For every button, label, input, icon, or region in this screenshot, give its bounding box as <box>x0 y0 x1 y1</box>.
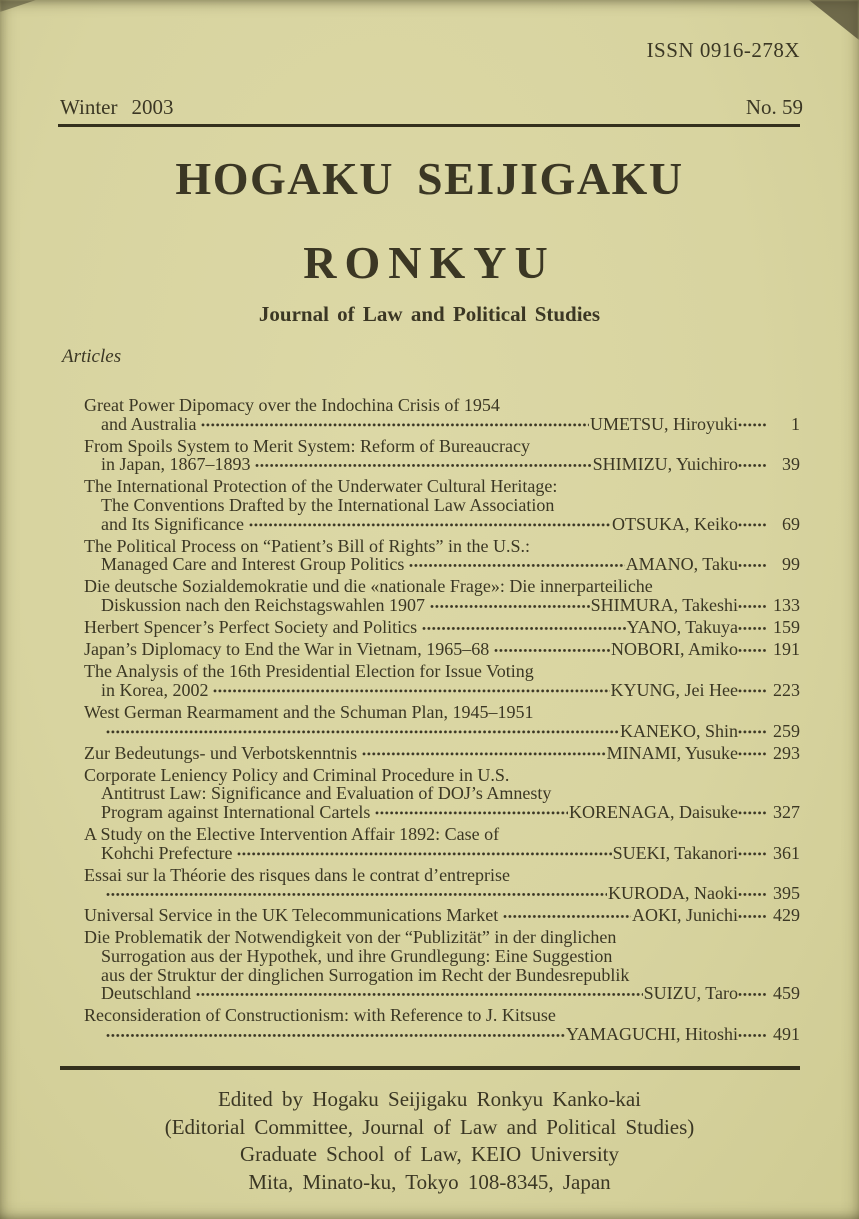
article-author: KANEKO, Shin <box>619 720 738 741</box>
dot-leader <box>106 1025 565 1044</box>
article-title-line: West German Rearmament and the Schuman Plan, 1945–1951 <box>84 701 534 722</box>
article-leader-row <box>84 681 800 700</box>
article-author: NOBORI, Amiko <box>610 639 738 660</box>
dot-gap <box>738 455 766 474</box>
footer-rule <box>60 1066 800 1070</box>
dot-leader <box>375 803 568 822</box>
dot-gap <box>738 596 766 615</box>
article-title-line: The Conventions Drafted by the International Law Association <box>101 494 555 515</box>
article-title-line: The International Protection of the Underwater Cultural Heritage: <box>84 476 558 497</box>
header-rule <box>58 124 800 127</box>
article-entry <box>84 437 800 474</box>
dot-leader <box>196 984 643 1003</box>
article-entry <box>84 577 800 614</box>
article-title-line: Corporate Leniency Policy and Criminal Procedure in U.S. <box>84 764 510 785</box>
dot-leader <box>201 415 589 434</box>
article-page-number: 159 <box>773 617 800 638</box>
article-entry <box>84 703 800 740</box>
article-author: KYUNG, Jei Hee <box>610 679 738 700</box>
article-leader-row <box>84 984 800 1003</box>
article-leader-row <box>84 744 800 763</box>
article-entry <box>84 1006 800 1043</box>
article-leader-row <box>84 618 800 637</box>
article-page-number: 361 <box>773 842 800 863</box>
article-title-line: Die Problematik der Notwendigkeit von der “Publizität” in der dinglichen <box>84 927 617 948</box>
article-entry <box>84 744 800 763</box>
footer-address: Mita, Minato-ku, Tokyo 108-8345, Japan <box>248 1169 611 1194</box>
dot-leader <box>409 555 624 574</box>
article-leader-row <box>84 415 800 434</box>
dot-gap <box>738 803 766 822</box>
article-title-line: Die deutsche Sozialdemokratie und die «nationale Frage»: Die innerparteiliche <box>84 576 653 597</box>
dot-gap <box>738 555 766 574</box>
dot-leader <box>249 515 611 534</box>
article-page-number: 491 <box>773 1023 800 1044</box>
article-title-line: Reconsideration of Constructionism: with Reference to J. Kitsuse <box>84 1005 556 1026</box>
publisher-footer <box>0 1086 859 1196</box>
dot-gap <box>738 884 766 903</box>
article-leader-row <box>84 884 800 903</box>
article-leader-row <box>84 455 800 474</box>
article-title-line: From Spoils System to Merit System: Reform of Bureaucracy <box>84 435 530 456</box>
article-author: OTSUKA, Keiko <box>612 513 738 534</box>
article-title-tail: Program against International Cartels <box>101 801 371 822</box>
article-title-tail: Deutschland <box>101 983 191 1004</box>
article-page-number: 395 <box>773 883 800 904</box>
article-leader-row <box>84 722 800 741</box>
article-author: KURODA, Naoki <box>608 883 738 904</box>
dot-leader <box>494 640 610 659</box>
article-page-number: 429 <box>773 905 800 926</box>
dot-gap <box>738 640 766 659</box>
article-leader-row <box>84 1025 800 1044</box>
article-title-tail: Herbert Spencer’s Perfect Society and Politics <box>84 617 418 638</box>
article-entry <box>84 477 800 533</box>
article-title-line: Great Power Dipomacy over the Indochina Crisis of 1954 <box>84 395 500 415</box>
dot-gap <box>738 744 766 763</box>
dot-gap <box>738 984 766 1003</box>
article-author: MINAMI, Yusuke <box>606 742 738 763</box>
article-title-line: Surrogation aus der Hypothek, und ihre Grundlegung: Eine Suggestion <box>101 946 613 967</box>
dot-leader <box>237 844 611 863</box>
article-page-number: 327 <box>773 801 800 822</box>
dot-gap <box>738 722 766 741</box>
article-page-number: 69 <box>782 513 800 534</box>
article-page-number: 133 <box>773 594 800 615</box>
article-page-number: 39 <box>782 454 800 475</box>
article-page-number: 293 <box>773 742 800 763</box>
article-author: YAMAGUCHI, Hitoshi <box>565 1023 738 1044</box>
journal-title-line2: RONKYU <box>303 237 556 288</box>
article-title-line: Essai sur la Théorie des risques dans le contrat d’entreprise <box>84 864 511 885</box>
article-title-tail: Zur Bedeutungs- und Verbotskenntnis <box>84 742 358 763</box>
article-author: YANO, Takuya <box>626 617 738 638</box>
issn-number: ISSN 0916-278X <box>646 38 800 62</box>
article-author: AMANO, Taku <box>625 554 738 575</box>
article-title-tail: in Korea, 2002 <box>101 679 209 700</box>
article-leader-row <box>84 596 800 615</box>
article-leader-row <box>84 555 800 574</box>
article-author: AOKI, Junichi <box>632 905 738 926</box>
article-page-number: 459 <box>773 983 800 1004</box>
article-author: SHIMIZU, Yuichiro <box>592 454 738 475</box>
dot-gap <box>738 681 766 700</box>
footer-school: Graduate School of Law, KEIO University <box>239 1142 620 1166</box>
article-author: SHIMURA, Takeshi <box>590 594 738 615</box>
dot-gap <box>738 906 766 925</box>
dot-leader <box>362 744 606 763</box>
article-entry <box>84 825 800 862</box>
article-author: KORENAGA, Daisuke <box>569 801 738 822</box>
article-title-line: The Political Process on “Patient’s Bill of Rights” in the U.S.: <box>84 535 530 556</box>
article-entry <box>84 618 800 637</box>
article-entry <box>84 906 800 925</box>
articles-section-heading: Articles <box>62 346 122 367</box>
dot-leader <box>106 722 619 741</box>
article-entry <box>84 640 800 659</box>
article-title-tail: and Its Significance <box>101 513 244 534</box>
dot-leader <box>503 906 631 925</box>
article-title-tail: and Australia <box>101 413 197 434</box>
articles-list <box>84 396 800 1047</box>
dot-gap <box>738 844 766 863</box>
article-page-number: 99 <box>782 554 800 575</box>
article-leader-row <box>84 844 800 863</box>
article-title-tail: Kohchi Prefecture <box>101 842 233 863</box>
article-title-tail: Managed Care and Interest Group Politics <box>101 554 405 575</box>
issue-info-row <box>60 95 803 120</box>
article-page-number: 223 <box>773 679 800 700</box>
article-author: UMETSU, Hiroyuki <box>590 413 738 434</box>
article-entry <box>84 928 800 1002</box>
article-title-tail: Universal Service in the UK Telecommunications Market <box>84 905 499 926</box>
issue-number: No. 59 <box>745 95 803 119</box>
article-title-line: aus der Struktur der dinglichen Surrogation im Recht der Bundesrepublik <box>101 964 630 985</box>
dot-gap <box>738 515 766 534</box>
article-title-line: Antitrust Law: Significance and Evaluation of DOJ’s Amnesty <box>101 783 552 804</box>
season-label: Winter <box>60 95 118 119</box>
article-entry <box>84 396 800 433</box>
dot-leader <box>422 618 626 637</box>
article-entry <box>84 766 800 822</box>
dot-leader <box>255 455 591 474</box>
dot-leader <box>430 596 590 615</box>
article-leader-row <box>84 803 800 822</box>
article-leader-row <box>84 640 800 659</box>
article-leader-row <box>84 906 800 925</box>
journal-subtitle: Journal of Law and Political Studies <box>258 302 601 326</box>
article-entry <box>84 662 800 699</box>
dot-gap <box>738 618 766 637</box>
issue-season-year <box>60 95 173 120</box>
article-page-number: 1 <box>791 413 800 434</box>
footer-editorial-committee: (Editorial Committee, Journal of Law and Political Studies) <box>164 1114 695 1139</box>
article-title-tail: in Japan, 1867–1893 <box>101 454 251 475</box>
dot-leader <box>106 884 607 903</box>
article-page-number: 191 <box>773 639 800 660</box>
article-author: SUEKI, Takanori <box>612 842 738 863</box>
article-title-line: The Analysis of the 16th Presidential Election for Issue Voting <box>84 661 534 682</box>
footer-edited-by: Edited by Hogaku Seijigaku Ronkyu Kanko-kai <box>217 1087 642 1111</box>
article-title-tail: Diskussion nach den Reichstagswahlen 1907 <box>101 594 425 615</box>
article-page-number: 259 <box>773 720 800 741</box>
dot-gap <box>738 1025 766 1044</box>
dot-leader <box>213 681 609 700</box>
scan-artifact-top-left <box>0 0 36 12</box>
dot-gap <box>738 415 766 434</box>
scan-artifact-top-right <box>809 0 859 40</box>
article-title-line: A Study on the Elective Intervention Affair 1892: Case of <box>84 823 500 844</box>
article-title-tail: Japan’s Diplomacy to End the War in Vietnam, 1965–68 <box>84 639 490 660</box>
article-leader-row <box>84 515 800 534</box>
article-entry <box>84 866 800 903</box>
article-entry <box>84 537 800 574</box>
year-label: 2003 <box>131 95 174 119</box>
article-author: SUIZU, Taro <box>643 983 738 1004</box>
journal-title-line1: HOGAKU SEIJIGAKU <box>175 153 684 204</box>
